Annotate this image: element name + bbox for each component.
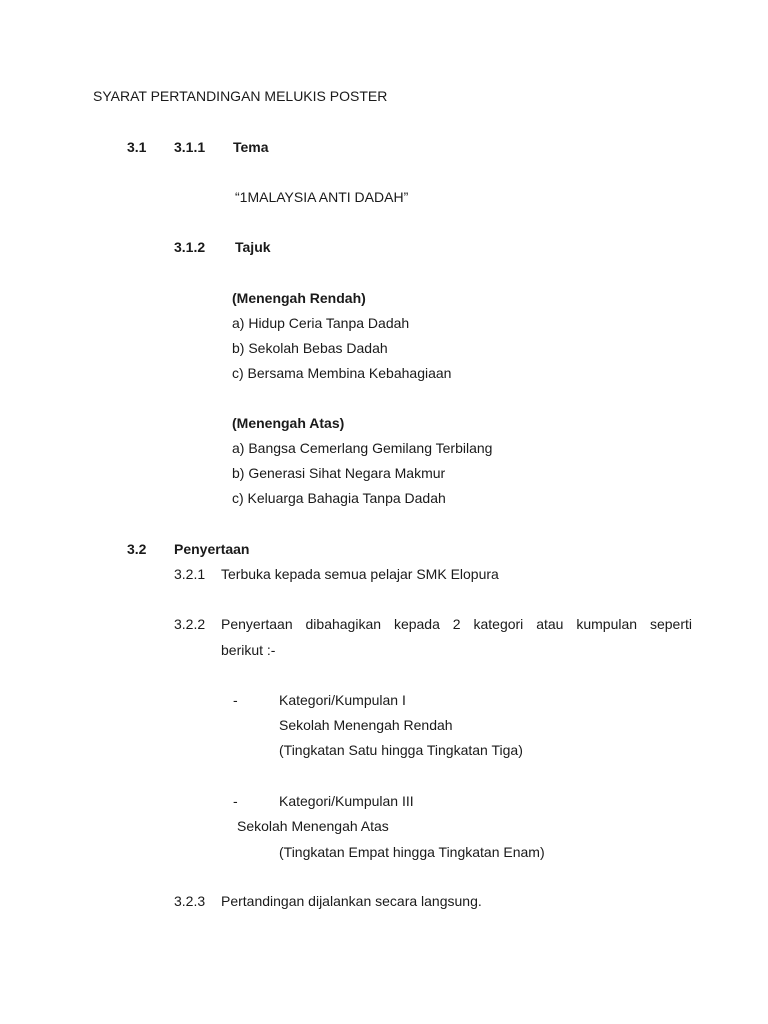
upper-topic-b: b) Generasi Sihat Negara Makmur <box>232 465 446 481</box>
section-3-1-2-number: 3.1.2 <box>174 239 206 255</box>
category-1-forms: (Tingkatan Satu hingga Tingkatan Tiga) <box>279 742 523 758</box>
lower-topic-c: c) Bersama Membina Kebahagiaan <box>232 365 452 381</box>
category-1-school: Sekolah Menengah Rendah <box>279 717 453 733</box>
category-1-dash: - <box>233 692 238 708</box>
category-2-dash: - <box>233 793 238 809</box>
category-2-forms: (Tingkatan Empat hingga Tingkatan Enam) <box>279 844 545 860</box>
section-3-2-1-number: 3.2.1 <box>174 566 206 582</box>
document-title: SYARAT PERTANDINGAN MELUKIS POSTER <box>93 88 388 104</box>
section-3-2-3-text: Pertandingan dijalankan secara langsung. <box>221 893 482 909</box>
section-3-2-number: 3.2 <box>127 541 147 557</box>
theme-label: Tema <box>233 139 269 155</box>
upper-secondary-heading: (Menengah Atas) <box>232 415 345 431</box>
category-2-school: Sekolah Menengah Atas <box>237 818 389 834</box>
theme-value: “1MALAYSIA ANTI DADAH” <box>235 189 409 205</box>
lower-secondary-heading: (Menengah Rendah) <box>232 290 366 306</box>
section-3-2-2-line-2: berikut :- <box>221 642 276 658</box>
section-3-2-2-line-1: Penyertaan dibahagikan kepada 2 kategori atau kumpulan seperti <box>221 616 692 632</box>
section-3-2-3-number: 3.2.3 <box>174 893 206 909</box>
participation-label: Penyertaan <box>174 541 250 557</box>
category-2-name: Kategori/Kumpulan III <box>279 793 414 809</box>
upper-topic-c: c) Keluarga Bahagia Tanpa Dadah <box>232 490 446 506</box>
category-1-name: Kategori/Kumpulan I <box>279 692 406 708</box>
lower-topic-b: b) Sekolah Bebas Dadah <box>232 340 388 356</box>
topic-label: Tajuk <box>235 239 271 255</box>
section-3-1-1-number: 3.1.1 <box>174 139 206 155</box>
section-3-2-1-text: Terbuka kepada semua pelajar SMK Elopura <box>221 566 499 582</box>
section-3-1-number: 3.1 <box>127 139 147 155</box>
section-3-2-2-number: 3.2.2 <box>174 616 206 632</box>
upper-topic-a: a) Bangsa Cemerlang Gemilang Terbilang <box>232 440 493 456</box>
lower-topic-a: a) Hidup Ceria Tanpa Dadah <box>232 315 410 331</box>
